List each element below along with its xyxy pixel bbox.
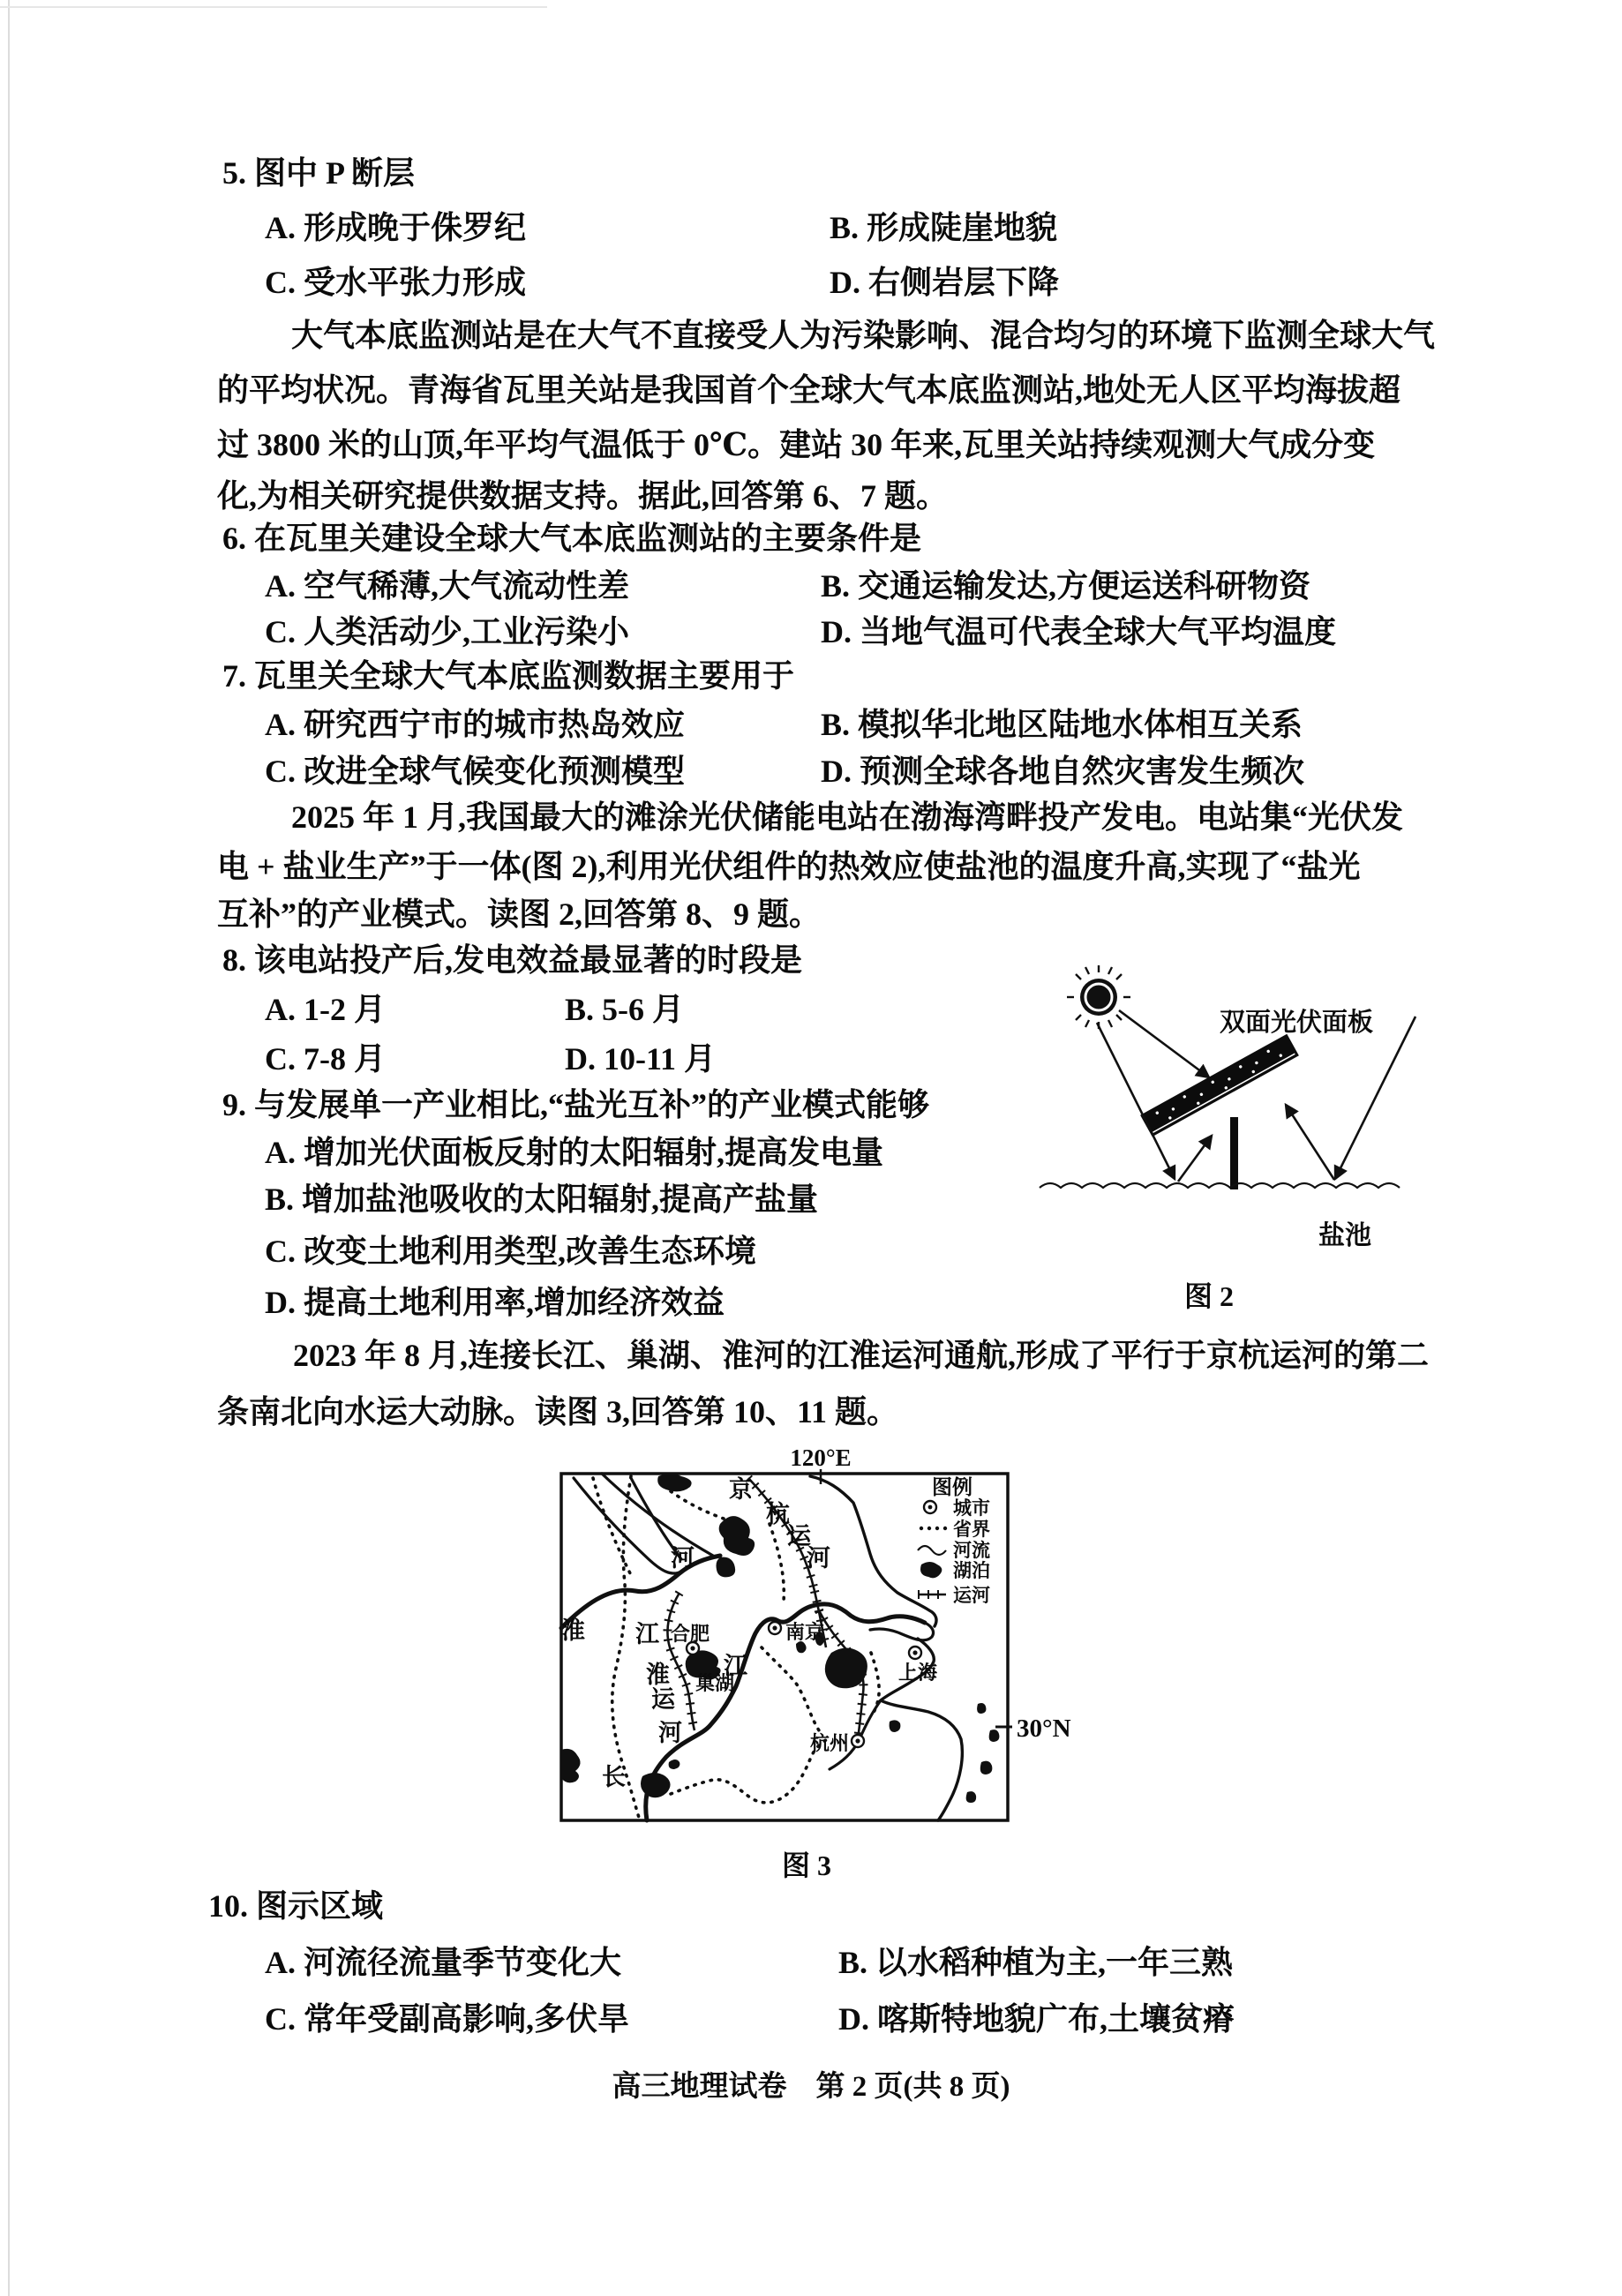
svg-text:河: 河 [671, 1545, 695, 1572]
question-10-stem: 10. 图示区域 [208, 1888, 384, 1924]
page-footer: 高三地理试卷 第 2 页(共 8 页) [612, 2071, 1010, 2103]
passage-3-line-1: 2023 年 8 月,连接长江、巢湖、淮河的江淮运河通航,形成了平行于京杭运河的第二 [293, 1338, 1430, 1373]
svg-text:长: 长 [602, 1764, 626, 1790]
passage-2-line-1: 2025 年 1 月,我国最大的滩涂光伏储能电站在渤海湾畔投产发电。电站集“光伏发 [291, 799, 1404, 835]
svg-text:河流: 河流 [953, 1540, 990, 1561]
meridian-label: 120°E [790, 1444, 852, 1471]
passage-1-line-4: 化,为相关研究提供数据支持。据此,回答第 6、7 题。 [217, 478, 949, 514]
question-6-option-a: A. 空气稀薄,大气流动性差 [265, 568, 629, 604]
svg-text:杭: 杭 [766, 1501, 790, 1527]
svg-text:河: 河 [658, 1720, 682, 1746]
question-6-option-c: C. 人类活动少,工业污染小 [265, 614, 629, 649]
figure-2-caption: 图 2 [1184, 1280, 1235, 1312]
question-8-option-c: C. 7-8 月 [265, 1041, 386, 1077]
svg-text:运河: 运河 [953, 1585, 990, 1606]
question-9-option-a: A. 增加光伏面板反射的太阳辐射,提高发电量 [265, 1135, 883, 1170]
svg-text:巢湖: 巢湖 [695, 1672, 735, 1694]
map-legend [918, 1476, 990, 1606]
passage-2-line-2: 电 + 盐业生产”于一体(图 2),利用光伏组件的热效应使盐池的温度升高,实现了“盐光 [217, 849, 1361, 884]
pv-panel [1140, 1034, 1299, 1137]
svg-text:淮: 淮 [646, 1662, 670, 1688]
parallel-label: 30°N [1017, 1714, 1071, 1743]
sun-icon [1067, 965, 1130, 1029]
salt-pond-waterline [1040, 1183, 1400, 1188]
figure-2-solar-diagram [1024, 953, 1518, 1341]
question-8-option-d: D. 10-11 月 [565, 1041, 717, 1077]
question-7-option-d: D. 预测全球各地自然灾害发生频次 [821, 754, 1304, 789]
passage-2-line-3: 互补”的产业模式。读图 2,回答第 8、9 题。 [217, 897, 822, 932]
question-9-stem: 9. 与发展单一产业相比,“盐光互补”的产业模式能够 [222, 1087, 930, 1122]
svg-text:南京: 南京 [785, 1621, 825, 1643]
scan-edge-left [8, 0, 10, 2296]
question-5-stem: 5. 图中 P 断层 [222, 155, 416, 191]
panel-label: 双面光伏面板 [1220, 1009, 1374, 1037]
passage-1-line-2: 的平均状况。青海省瓦里关站是我国首个全球大气本底监测站,地处无人区平均海拔超 [217, 372, 1401, 408]
question-8-option-b: B. 5-6 月 [565, 992, 685, 1027]
question-9-option-b: B. 增加盐池吸收的太阳辐射,提高产盐量 [265, 1182, 819, 1217]
question-9-option-c: C. 改变土地利用类型,改善生态环境 [265, 1234, 756, 1269]
passage-1-line-3: 过 3800 米的山顶,年平均气温低于 0℃。建站 30 年来,瓦里关站持续观测大气成分变 [217, 427, 1376, 462]
svg-text:京: 京 [729, 1476, 753, 1503]
svg-text:湖泊: 湖泊 [953, 1560, 990, 1581]
question-10-option-b: B. 以水稻种植为主,一年三熟 [838, 1945, 1234, 1980]
svg-text:淮: 淮 [561, 1617, 585, 1644]
passage-3-line-2: 条南北向水运大动脉。读图 3,回答第 10、11 题。 [217, 1394, 899, 1429]
question-7-option-b: B. 模拟华北地区陆地水体相互关系 [821, 707, 1303, 742]
question-7-option-a: A. 研究西宁市的城市热岛效应 [265, 707, 685, 742]
salt-pond-label: 盐池 [1318, 1221, 1371, 1250]
svg-text:杭州: 杭州 [810, 1732, 850, 1754]
svg-text:运: 运 [651, 1686, 675, 1713]
question-5-option-c: C. 受水平张力形成 [265, 265, 526, 300]
question-8-option-a: A. 1-2 月 [265, 992, 386, 1027]
question-6-option-b: B. 交通运输发达,方便运送科研物资 [821, 568, 1311, 604]
question-5-option-d: D. 右侧岩层下降 [830, 265, 1059, 300]
svg-text:上海: 上海 [898, 1662, 938, 1684]
svg-text:江: 江 [635, 1621, 659, 1647]
svg-text:图例: 图例 [932, 1476, 972, 1498]
svg-text:河: 河 [807, 1545, 830, 1572]
question-9-option-d: D. 提高土地利用率,增加经济效益 [265, 1285, 725, 1320]
figure-3-caption: 图 3 [781, 1850, 832, 1881]
question-8-stem: 8. 该电站投产后,发电效益最显著的时段是 [222, 942, 803, 978]
svg-text:城市: 城市 [953, 1497, 990, 1519]
question-7-option-c: C. 改进全球气候变化预测模型 [265, 754, 685, 789]
question-5-option-b: B. 形成陡崖地貌 [830, 210, 1058, 245]
question-10-option-a: A. 河流径流量季节变化大 [265, 1945, 621, 1980]
question-10-option-d: D. 喀斯特地貌广布,土壤贫瘠 [838, 2001, 1235, 2037]
svg-text:省界: 省界 [953, 1519, 990, 1540]
scan-edge-top [0, 6, 547, 8]
panel-pole [1230, 1117, 1238, 1189]
figure-3-map [547, 1443, 1121, 1919]
question-6-option-d: D. 当地气温可代表全球大气平均温度 [821, 614, 1336, 649]
question-5-option-a: A. 形成晚于侏罗纪 [265, 210, 526, 245]
question-10-option-c: C. 常年受副高影响,多伏旱 [265, 2001, 629, 2037]
passage-1-line-1: 大气本底监测站是在大气不直接受人为污染影响、混合均匀的环境下监测全球大气 [291, 318, 1436, 353]
svg-text:运: 运 [787, 1523, 811, 1549]
question-7-stem: 7. 瓦里关全球大气本底监测数据主要用于 [222, 658, 795, 694]
svg-text:江: 江 [724, 1653, 747, 1679]
question-6-stem: 6. 在瓦里关建设全球大气本底监测站的主要条件是 [222, 521, 922, 556]
svg-text:合肥: 合肥 [671, 1623, 710, 1645]
